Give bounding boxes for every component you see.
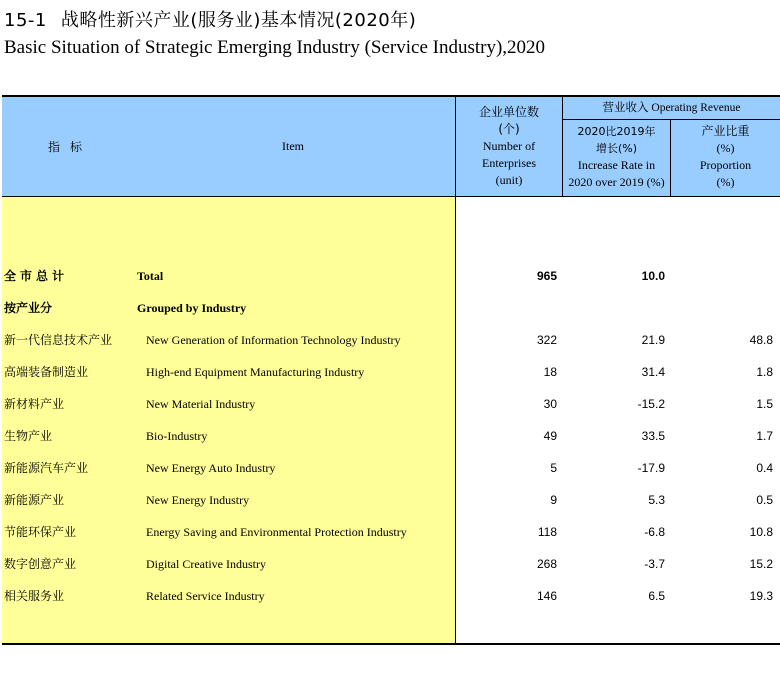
header-proportion-en: Proportion: [699, 158, 752, 172]
row-label-cn: 新材料产业: [4, 397, 65, 411]
increase-value: 31.4: [641, 365, 665, 379]
increase-value: -15.2: [637, 397, 665, 411]
row-label-cn: 相关服务业: [4, 589, 65, 603]
row-label-en: New Generation of Information Technology Industry: [146, 333, 401, 347]
table-row-group: [0, 298, 780, 318]
row-label-cn: 新一代信息技术产业: [4, 333, 113, 347]
row-label-en: Digital Creative Industry: [146, 557, 266, 571]
header-increase-cn2: 增长(%): [595, 142, 638, 155]
header-proportion-cn: 产业比重: [701, 124, 750, 138]
row-label-cn: 新能源产业: [4, 493, 65, 507]
increase-value: -17.9: [637, 461, 665, 475]
table-row: [0, 458, 780, 478]
table-row: [0, 490, 780, 510]
row-label-en: Energy Saving and Environmental Protection Industry: [146, 525, 407, 539]
enterprises-value: 18: [543, 365, 557, 379]
header-enterprises-unit-cn: (个): [498, 122, 520, 136]
row-label-en: Related Service Industry: [146, 589, 265, 603]
header-enterprises-en2: Enterprises: [482, 156, 536, 170]
increase-value: -3.7: [644, 557, 665, 571]
proportion-value: 1.8: [756, 365, 773, 379]
row-label-en: New Material Industry: [146, 397, 256, 411]
increase-value: 5.3: [648, 493, 665, 507]
row-label-en: New Energy Industry: [146, 493, 250, 507]
row-label-cn: 高端装备制造业: [4, 365, 89, 379]
header-proportion-unit-en: (%): [716, 175, 735, 189]
row-label-cn: 数字创意产业: [4, 557, 77, 571]
enterprises-value: 49: [543, 429, 557, 443]
header-enterprises-cn: 企业单位数: [478, 105, 539, 119]
proportion-value: 0.4: [756, 461, 773, 475]
enterprises-value: 146: [536, 589, 557, 603]
enterprises-value: 30: [543, 397, 557, 411]
row-label-cn: 全市总计: [4, 269, 69, 283]
proportion-value: 10.8: [749, 525, 773, 539]
row-label-en: High-end Equipment Manufacturing Industry: [146, 365, 365, 379]
proportion-value: 1.7: [756, 429, 773, 443]
header-item: Item: [282, 139, 304, 153]
enterprises-value: 9: [550, 493, 557, 507]
page-title-cn: [4, 6, 416, 32]
header-enterprises-en1: Number of: [482, 139, 536, 153]
row-label-cn: 新能源汽车产业: [4, 461, 89, 475]
increase-value: 33.5: [641, 429, 665, 443]
table-bottom-rule: [2, 643, 780, 645]
proportion-value: 15.2: [749, 557, 773, 571]
proportion-value: 19.3: [749, 589, 773, 603]
header-enterprises: [456, 104, 562, 189]
proportion-value: 0.5: [756, 493, 773, 507]
row-label-en: Total: [137, 269, 164, 283]
table-row: [0, 330, 780, 350]
table-row-total: [0, 266, 780, 286]
table-body-label-area: [2, 197, 455, 643]
increase-value: 21.9: [641, 333, 665, 347]
header-increase-cn1: 2020比2019年: [577, 125, 656, 138]
enterprises-value: 118: [537, 525, 557, 539]
increase-value: -6.8: [644, 525, 665, 539]
header-increase-en2: 2020 over 2019 (%): [568, 175, 665, 189]
row-label-en: New Energy Auto Industry: [146, 461, 276, 475]
table-row: [0, 586, 780, 606]
header-proportion: [671, 123, 780, 191]
proportion-value: 48.8: [749, 333, 773, 347]
page-title-en: Basic Situation of Strategic Emerging Industry (Service Industry),2020: [4, 37, 546, 58]
increase-value: 6.5: [648, 589, 665, 603]
enterprises-value: 322: [536, 333, 557, 347]
title-cn-text: 战略性新兴产业(服务业)基本情况(2020年): [60, 10, 417, 31]
row-label-cn: 生物产业: [4, 429, 53, 443]
enterprises-value: 268: [536, 557, 557, 571]
table-row: [0, 522, 780, 542]
row-label-cn: 按产业分: [4, 301, 53, 315]
table-row: [0, 362, 780, 382]
enterprises-value: 5: [550, 461, 557, 475]
header-increase: [563, 123, 670, 191]
proportion-value: 1.5: [756, 397, 773, 411]
header-enterprises-unit-en: (unit): [495, 173, 523, 187]
header-increase-en1: Increase Rate in: [577, 158, 656, 172]
increase-value: 10.0: [641, 269, 665, 283]
row-label-en: Bio-Industry: [146, 429, 208, 443]
header-proportion-unit: (%): [716, 141, 735, 155]
table-row: [0, 394, 780, 414]
row-label-cn: 节能环保产业: [4, 525, 77, 539]
header-revenue-group: 营业收入 Operating Revenue: [602, 102, 741, 114]
row-label-en: Grouped by Industry: [137, 301, 247, 315]
header-indicator: 指标: [48, 140, 93, 154]
enterprises-value: 965: [536, 269, 557, 283]
table-row: [0, 426, 780, 446]
table-number: 15-1: [4, 10, 47, 31]
table-row: [0, 554, 780, 574]
group-divider: [562, 119, 780, 120]
